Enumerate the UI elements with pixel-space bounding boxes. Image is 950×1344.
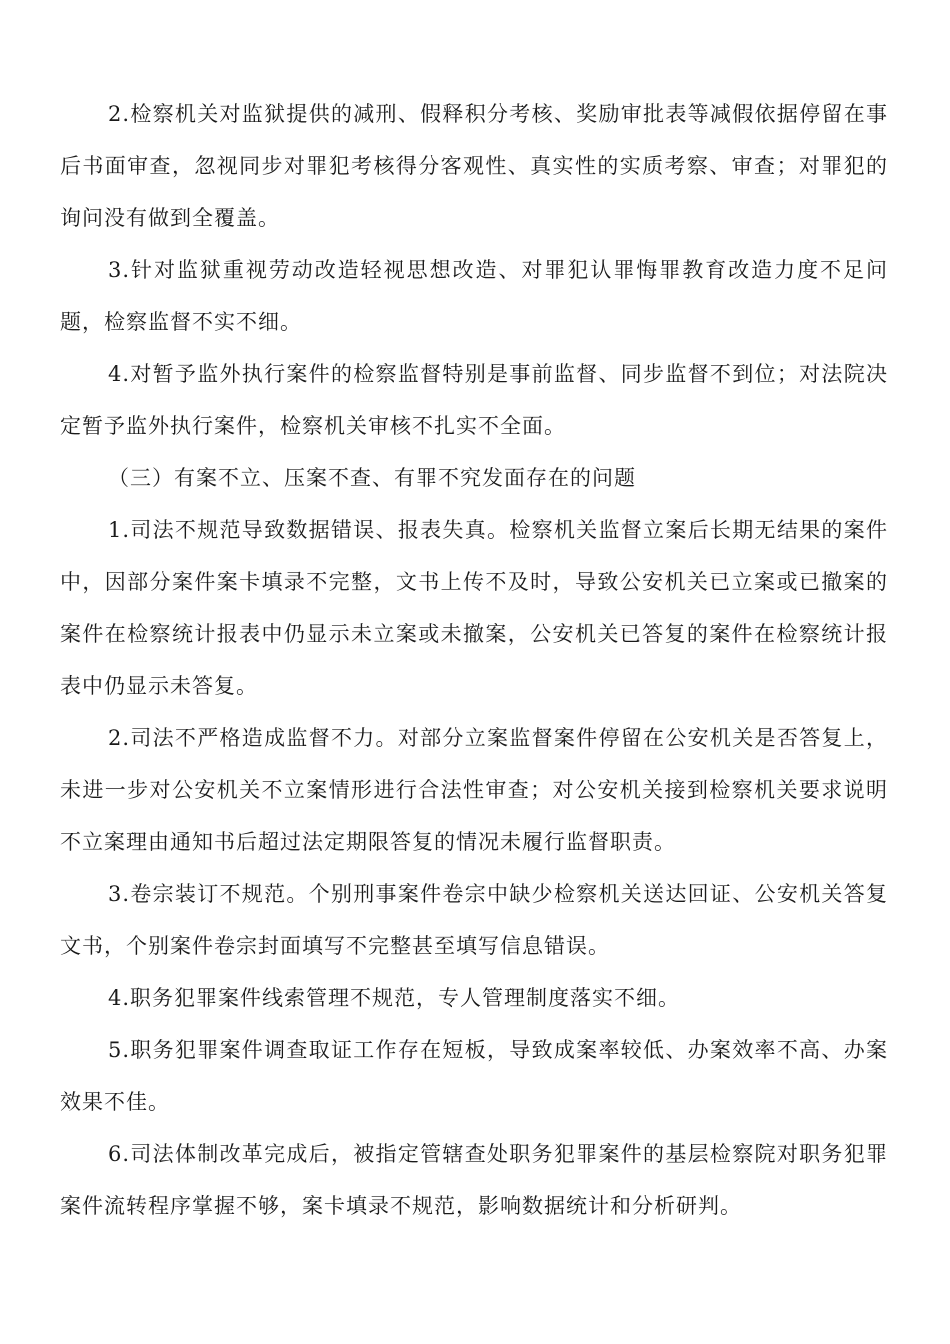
paragraph-item-5: 5.职务犯罪案件调查取证工作存在短板，导致成案率较低、办案效率不高、办案效果不佳。 xyxy=(60,1038,888,1114)
section-heading-3: （三）有案不立、压案不查、有罪不究发面存在的问题 xyxy=(108,466,636,490)
paragraph-item-1: 1.司法不规范导致数据错误、报表失真。检察机关监督立案后长期无结果的案件中，因部分案件案卡填录不完整，文书上传不及时，导致公安机关已立案或已撤案的案件在检察统计报表中仍显示未立案或未撤案，公安机关已答复的案件在检察统计报表中仍显示未答复。 xyxy=(60,518,888,698)
paragraph-item-3: 3.针对监狱重视劳动改造轻视思想改造、对罪犯认罪悔罪教育改造力度不足问题，检察监督不实不细。 xyxy=(60,258,888,334)
paragraph-item-4: 4.对暂予监外执行案件的检察监督特别是事前监督、同步监督不到位；对法院决定暂予监外执行案件，检察机关审核不扎实不全面。 xyxy=(60,362,888,438)
paragraph-item-4b: 4.职务犯罪案件线索管理不规范，专人管理制度落实不细。 xyxy=(108,986,681,1010)
paragraph-item-6: 6.司法体制改革完成后，被指定管辖查处职务犯罪案件的基层检察院对职务犯罪案件流转程序掌握不够，案卡填录不规范，影响数据统计和分析研判。 xyxy=(60,1142,888,1218)
paragraph-item-3b: 3.卷宗装订不规范。个别刑事案件卷宗中缺少检察机关送达回证、公安机关答复文书，个别案件卷宗封面填写不完整甚至填写信息错误。 xyxy=(60,882,888,958)
paragraph-item-2b: 2.司法不严格造成监督不力。对部分立案监督案件停留在公安机关是否答复上，未进一步对公安机关不立案情形进行合法性审查；对公安机关接到检察机关要求说明不立案理由通知书后超过法定期限答复的情况未履行监督职责。 xyxy=(60,726,888,854)
paragraph-item-2: 2.检察机关对监狱提供的减刑、假释积分考核、奖励审批表等减假依据停留在事后书面审查，忽视同步对罪犯考核得分客观性、真实性的实质考察、审查；对罪犯的询问没有做到全覆盖。 xyxy=(60,102,888,230)
document-body xyxy=(60,88,888,1232)
